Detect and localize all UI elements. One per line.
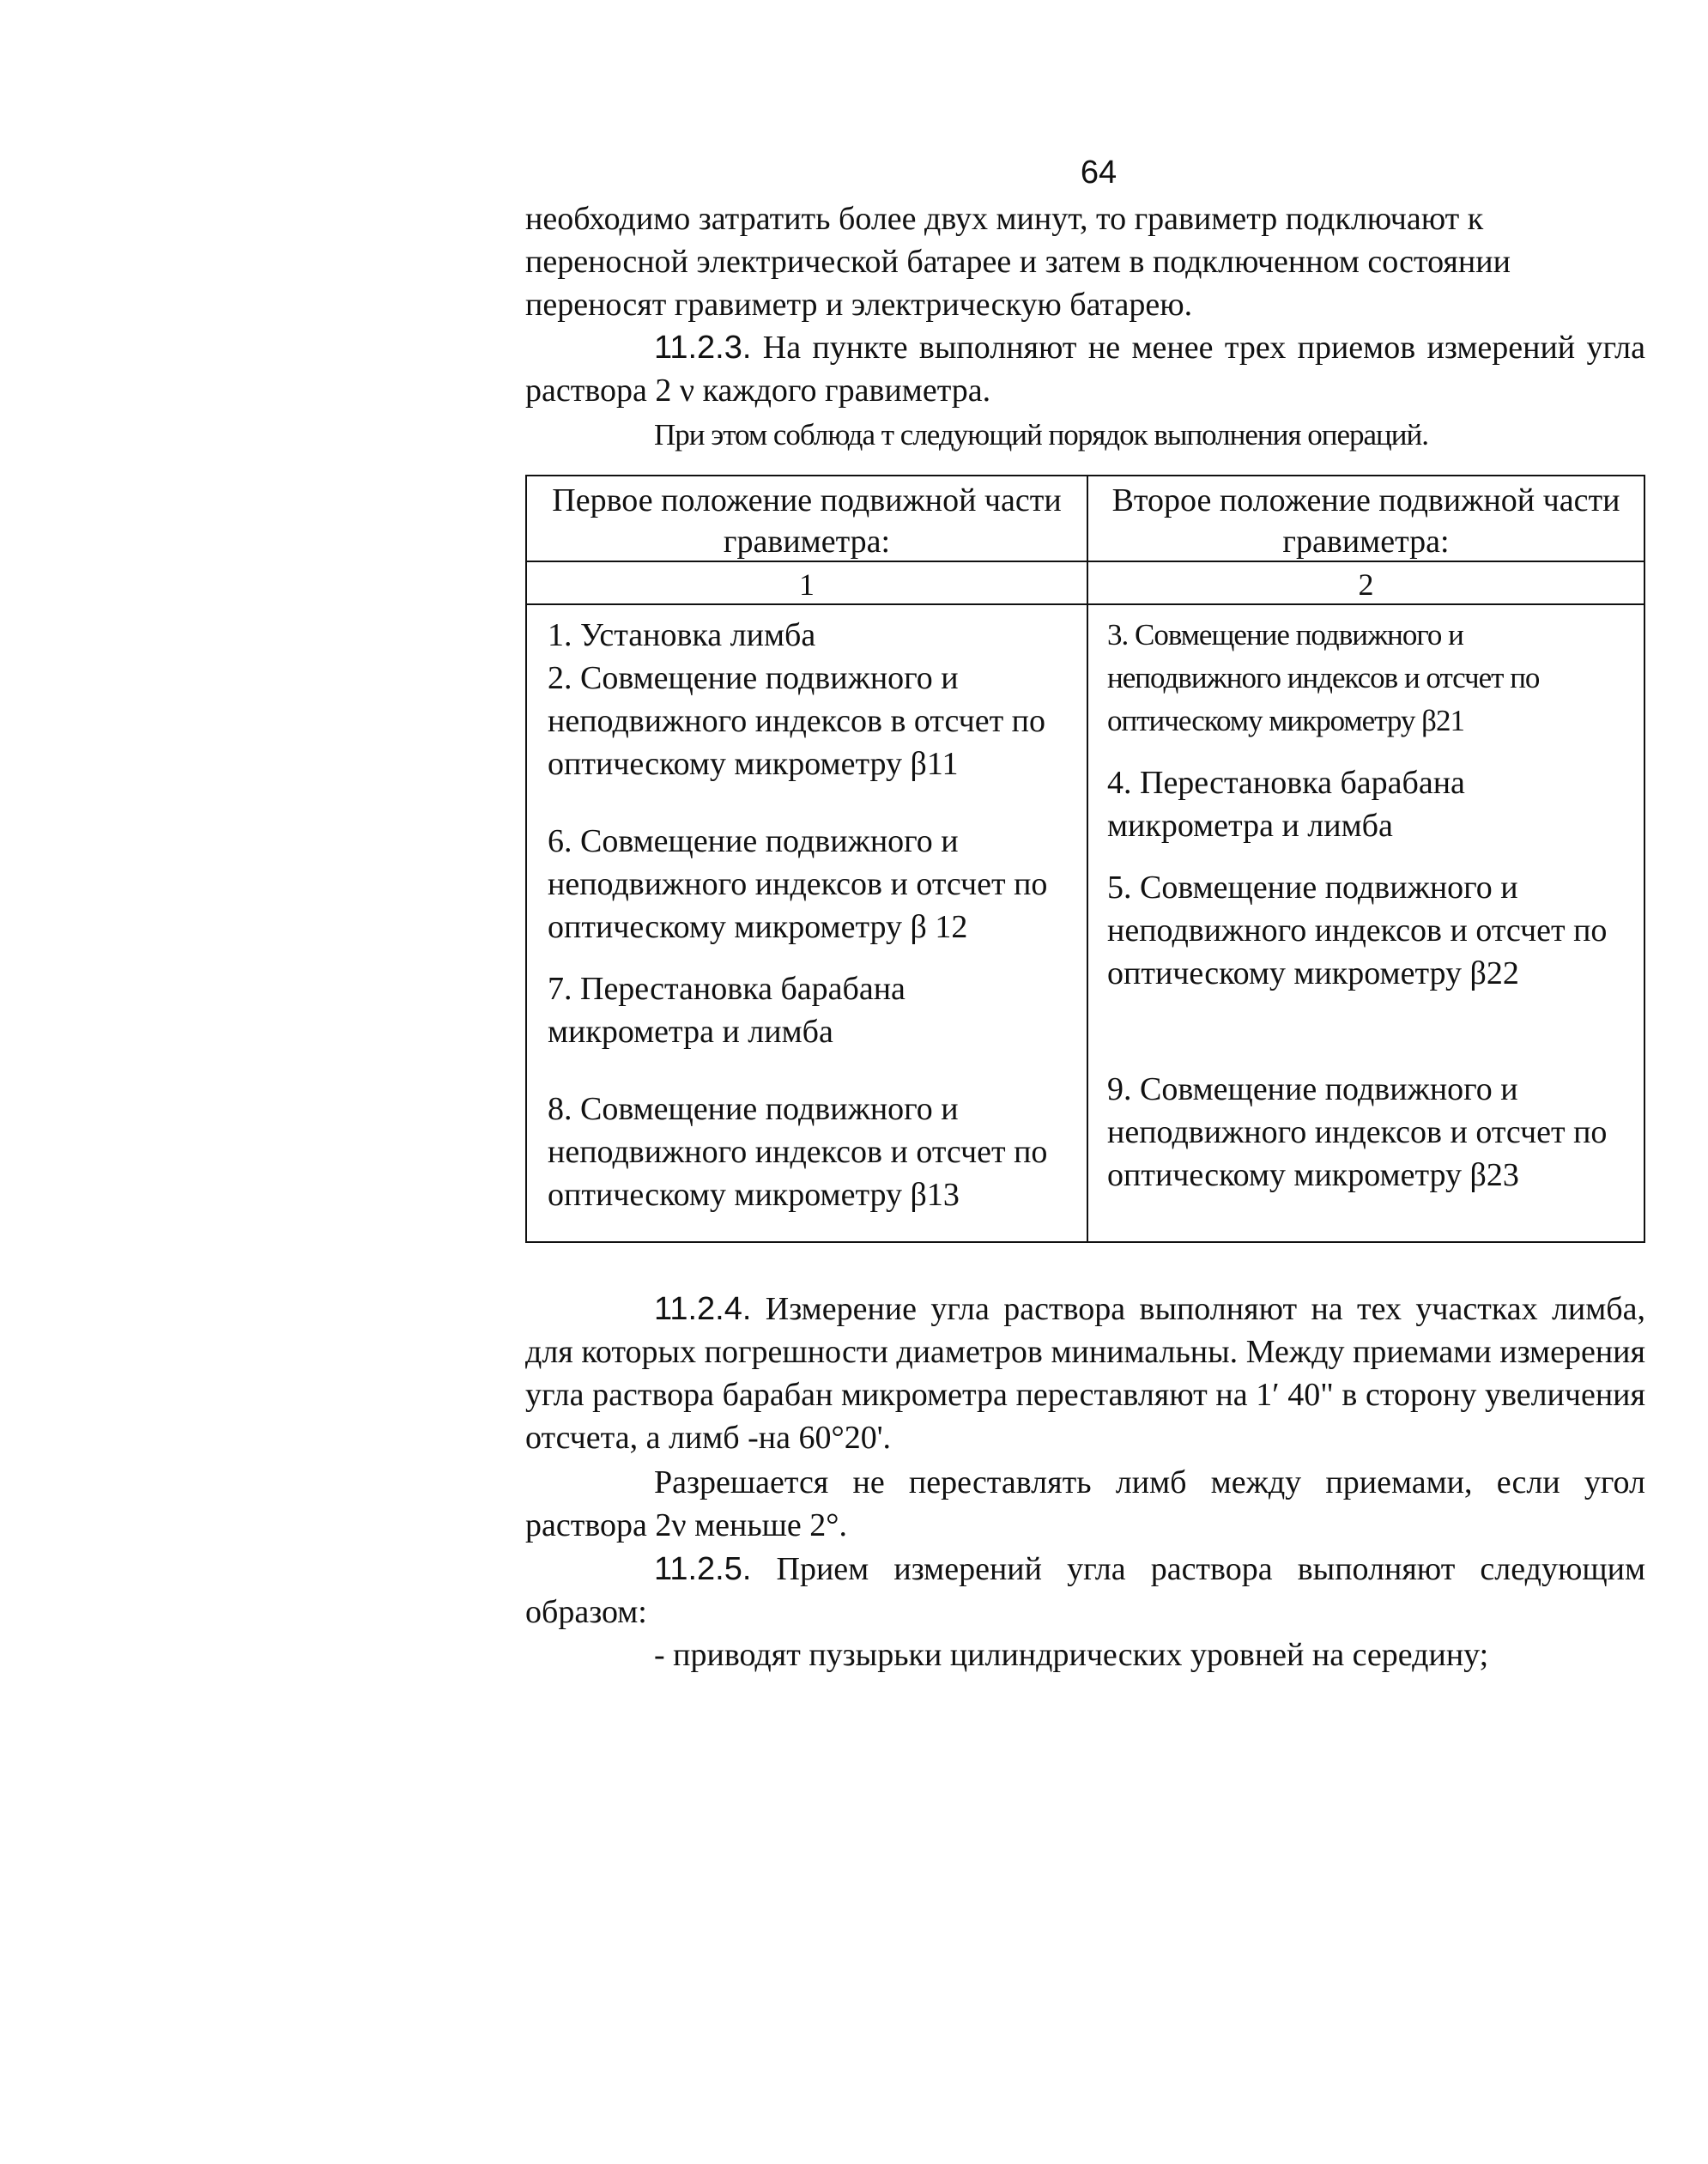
intro-paragraph [525, 197, 1645, 326]
paragraph-11-2-4-body: Измерение угла раствора выполняют на тех участках лимба, для которых погрешности диаметров минимальны. Между приемами измерения угла раствора барабан микрометра переставляют на 1′ 40" в сторону увеличения отсчета, а лимб -на 60°20'. [525, 1291, 1645, 1456]
left-step-6: 6. Совмещение подвижного и неподвижного индексов и отсчет по оптическому микрометру β 12 [548, 823, 1048, 945]
operations-table [525, 475, 1645, 1243]
paragraph-11-2-3 [525, 326, 1645, 412]
left-step-7: 7. Перестановка барабана микрометра и лимба [548, 971, 905, 1050]
table-header-left: Первое положение подвижной части гравиметра: [552, 482, 1062, 560]
paragraph-11-2-5 [525, 1548, 1645, 1676]
paragraph-11-2-4-number: 11.2.4. [654, 1291, 752, 1327]
right-step-5: 5. Совмещение подвижного и неподвижного индексов и отсчет по оптическому микрометру β22 [1107, 870, 1608, 991]
intro-line-2: переносной электрической батарее и затем в подключенном состоянии [525, 244, 1511, 280]
table-cell-right [1107, 614, 1631, 1197]
table-cell-left [548, 614, 1071, 1216]
order-line [525, 414, 1645, 457]
paragraph-allowed [525, 1461, 1645, 1547]
left-step-2: 2. Совмещение подвижного и неподвижного индексов в отсчет по оптическому микрометру β11 [548, 660, 1046, 782]
paragraph-11-2-3-body: На пункте выполняют не менее трех приемов измерений угла раствора 2 ν каждого гравиметра. [525, 330, 1645, 409]
table-colnum-right: 2 [1358, 567, 1374, 602]
page-number: 64 [1080, 155, 1117, 191]
paragraph-allowed-text: Разрешается не переставлять лимб между приемами, если угол раствора 2ν меньше 2°. [525, 1464, 1645, 1543]
table-colnum-left: 1 [799, 567, 815, 602]
order-line-text: При этом соблюда т следующий порядок выполнения операций. [654, 418, 1428, 452]
paragraph-11-2-5-text [525, 1548, 1645, 1634]
paragraph-11-2-5-bullet: - приводят пузырьки цилиндрических уровней на середину; [654, 1637, 1489, 1673]
paragraph-11-2-4 [525, 1288, 1645, 1459]
paragraph-11-2-3-text [525, 326, 1645, 412]
paragraph-11-2-3-number: 11.2.3. [654, 330, 752, 366]
left-step-8: 8. Совмещение подвижного и неподвижного индексов и отсчет по оптическому микрометру β13 [548, 1091, 1048, 1213]
intro-line-1: необходимо затратить более двух минут, то гравиметр подключают к [525, 201, 1484, 237]
right-step-9: 9. Совмещение подвижного и неподвижного индексов и отсчет по оптическому микрометру β23 [1107, 1071, 1608, 1193]
paragraph-11-2-4-text [525, 1288, 1645, 1459]
intro-line-3: переносят гравиметр и электрическую батарею. [525, 287, 1193, 323]
right-step-3: 3. Совмещение подвижного и неподвижного индексов и отсчет по оптическому микрометру β21 [1107, 618, 1540, 737]
table-header-right: Второе положение подвижной части гравиметра: [1111, 482, 1620, 560]
paragraph-11-2-5-number: 11.2.5. [654, 1551, 752, 1587]
right-step-4: 4. Перестановка барабана микрометра и лимба [1107, 765, 1465, 844]
left-step-1: 1. Установка лимба [548, 617, 816, 653]
paragraph-11-2-5-body: Прием измерений угла раствора выполняют следующим образом: [525, 1551, 1645, 1630]
